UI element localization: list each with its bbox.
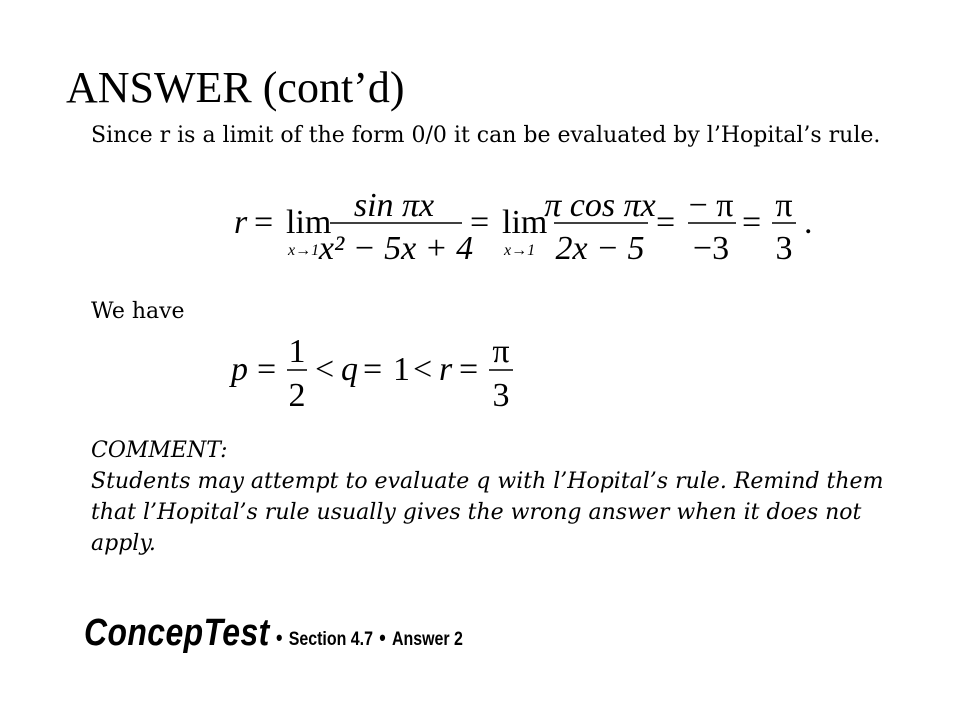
eq1-frac1-den: x² − 5x + 4	[318, 230, 474, 267]
eq1-frac1-num: sin πx	[353, 187, 435, 224]
eq2-half-num: 1	[288, 333, 306, 370]
eq1-equals-3: =	[656, 204, 676, 241]
slide-title: ANSWER (cont’d)	[66, 63, 405, 112]
footer	[84, 612, 463, 655]
eq2-r: r	[439, 351, 453, 388]
eq2-half-den: 2	[288, 377, 306, 414]
eq1-frac2-den: 2x − 5	[555, 230, 645, 267]
footer-section: Section 4.7	[288, 629, 373, 650]
eq1-equals: =	[254, 204, 274, 241]
eq1-frac3-den: −3	[692, 230, 730, 267]
eq1-lim: lim	[286, 204, 332, 241]
eq2-equals-3: =	[459, 351, 479, 388]
eq1-frac4-num: π	[775, 187, 793, 224]
footer-bullet-2: •	[379, 625, 386, 650]
footer-answer: Answer 2	[391, 629, 463, 650]
eq1-frac4-den: 3	[775, 230, 793, 267]
eq1-frac3-num: − π	[688, 187, 734, 224]
eq1-lim-sub: x→1	[288, 242, 320, 259]
eq1-lim-2: lim	[502, 204, 548, 241]
comment-block	[91, 435, 891, 559]
footer-bullet: •	[275, 625, 283, 650]
limit-equation	[230, 185, 830, 270]
eq2-equals-2: =	[363, 351, 383, 388]
eq2-equals: =	[257, 351, 277, 388]
eq1-period: .	[804, 204, 813, 241]
comment-body: Students may attempt to evaluate q with l’Hopital’s rule. Remind them that l’Hopital’s rule usually gives the wrong answer when it does not apply.	[91, 469, 884, 556]
eq1-equals-2: =	[470, 204, 490, 241]
inequality-equation	[225, 330, 525, 415]
eq1-frac2-num: π cos πx	[544, 187, 656, 224]
eq2-lt-2: <	[413, 351, 433, 388]
eq1-lhs: r	[234, 204, 248, 241]
eq2-lt: <	[315, 351, 335, 388]
eq2-one: 1	[393, 351, 410, 388]
eq1-equals-4: =	[742, 204, 762, 241]
eq2-pi-num: π	[492, 333, 510, 370]
we-have-text: We have	[91, 299, 185, 324]
intro-text: Since r is a limit of the form 0/0 it can be evaluated by l’Hopital’s rule.	[91, 123, 881, 148]
eq2-p: p	[231, 351, 248, 388]
eq2-pi-den: 3	[492, 377, 510, 414]
footer-brand: ConcepTest	[84, 612, 270, 654]
eq1-lim-sub-2: x→1	[504, 242, 536, 259]
comment-heading: COMMENT:	[91, 438, 228, 463]
eq2-q: q	[341, 351, 358, 388]
